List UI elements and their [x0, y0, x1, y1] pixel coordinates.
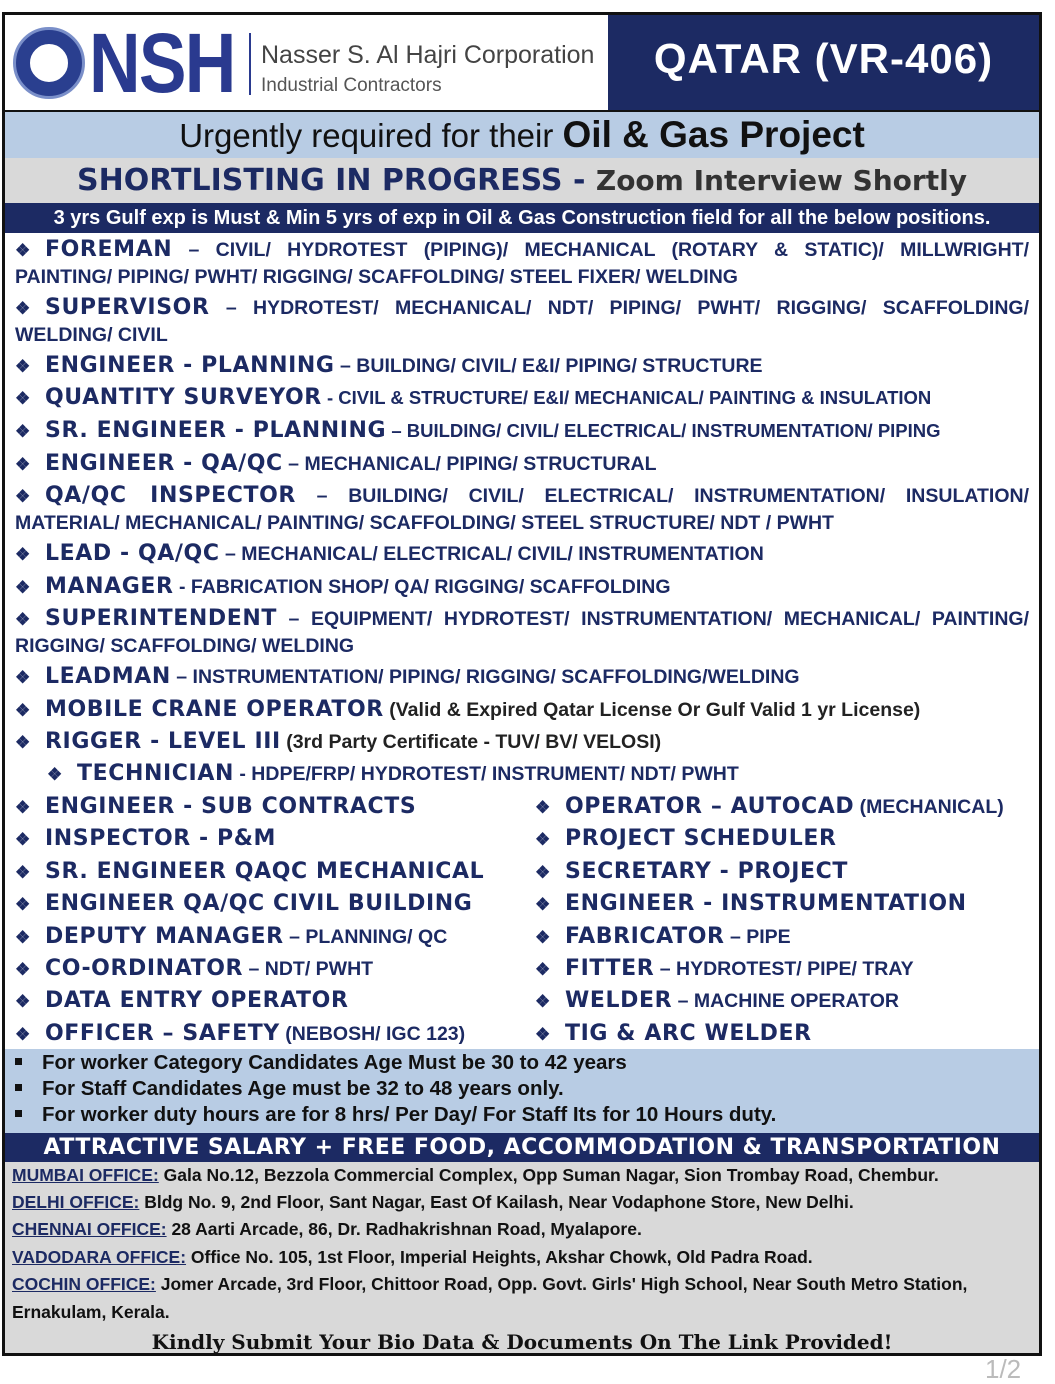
position-title: TIG & ARC WELDER: [565, 1021, 812, 1046]
note-item: [15, 1076, 564, 1102]
position-item: [15, 664, 1029, 691]
position-detail: – HYDROTEST/ PIPE/ TRAY: [654, 958, 914, 980]
position-title: ENGINEER - QA/QC: [45, 451, 283, 476]
diamond-bullet-icon: ❖: [15, 733, 31, 752]
note-item: [15, 1050, 627, 1076]
diamond-bullet-icon: ❖: [15, 610, 31, 629]
right-col-item: [535, 924, 1035, 951]
position-detail: – PLANNING/ QC: [283, 926, 448, 948]
position-title: WELDER: [565, 988, 673, 1013]
headline-prefix: Urgently required for their: [179, 117, 563, 154]
position-detail: (3rd Party Certificate - TUV/ BV/ VELOSI): [280, 731, 662, 753]
position-title: FABRICATOR: [565, 924, 725, 949]
position-item: [15, 697, 1029, 724]
diamond-bullet-icon: ❖: [15, 357, 31, 376]
diamond-bullet-icon: ❖: [535, 798, 551, 817]
position-title: QA/QC INSPECTOR: [45, 483, 296, 508]
office-address: Gala No.12, Bezzola Commercial Complex, Opp Suman Nagar, Sion Trombay Road, Chembur.: [158, 1165, 939, 1185]
position-item: [15, 237, 1029, 290]
diamond-bullet-icon: ❖: [15, 960, 31, 979]
square-bullet-icon: [15, 1084, 22, 1091]
office-line-continuation: Ernakulam, Kerala.: [12, 1302, 170, 1322]
company-subtitle: Industrial Contractors: [261, 75, 442, 96]
office-line: [12, 1162, 1036, 1189]
left-col-item: [15, 1021, 515, 1048]
diamond-bullet-icon: ❖: [535, 895, 551, 914]
right-col-item: [535, 794, 1035, 821]
left-col-item: [15, 891, 515, 918]
position-title: MOBILE CRANE OPERATOR: [45, 697, 384, 722]
page-number: 1/2: [985, 1354, 1022, 1384]
position-title: SR. ENGINEER QAQC MECHANICAL: [45, 859, 485, 884]
diamond-bullet-icon: ❖: [535, 960, 551, 979]
office-label: COCHIN OFFICE:: [12, 1274, 156, 1294]
position-item: [15, 541, 1029, 568]
diamond-bullet-icon: ❖: [535, 992, 551, 1011]
position-title: RIGGER - LEVEL III: [45, 729, 281, 754]
header: [5, 15, 1039, 110]
company-emblem-icon: [13, 27, 85, 99]
office-line: [12, 1271, 1036, 1298]
office-line: [12, 1244, 1036, 1271]
position-detail: – NDT/ PWHT: [243, 958, 374, 980]
diamond-bullet-icon: ❖: [15, 701, 31, 720]
position-title: FITTER: [565, 956, 655, 981]
office-label: CHENNAI OFFICE:: [12, 1219, 167, 1239]
position-title: SUPERVISOR: [45, 295, 210, 320]
diamond-bullet-icon: ❖: [15, 895, 31, 914]
diamond-bullet-icon: ❖: [15, 992, 31, 1011]
diamond-bullet-icon: ❖: [15, 545, 31, 564]
office-line: [12, 1216, 1036, 1243]
left-col-item: [15, 956, 515, 983]
position-item: [15, 574, 1029, 601]
office-label: VADODARA OFFICE:: [12, 1247, 187, 1267]
diamond-bullet-icon: ❖: [535, 863, 551, 882]
position-title: SECRETARY - PROJECT: [565, 859, 848, 884]
position-title: DEPUTY MANAGER: [45, 924, 284, 949]
diamond-bullet-icon: ❖: [15, 798, 31, 817]
position-title: TECHNICIAN: [77, 761, 234, 786]
left-col-item: [15, 988, 515, 1015]
right-col-item: [535, 859, 1035, 886]
diamond-bullet-icon: ❖: [15, 299, 31, 318]
diamond-bullet-icon: ❖: [15, 422, 31, 441]
right-col-item: [535, 1021, 1035, 1048]
position-item: [15, 729, 1029, 756]
right-col-item: [535, 956, 1035, 983]
right-col-item: [535, 891, 1035, 918]
position-detail: – MECHANICAL/ PIPING/ STRUCTURAL: [282, 453, 657, 475]
headline-project: Oil & Gas Project: [562, 114, 865, 155]
office-line: [12, 1189, 1036, 1216]
diamond-bullet-icon: ❖: [15, 487, 31, 506]
requirement-band: 3 yrs Gulf exp is Must & Min 5 yrs of exp in Oil & Gas Construction field for all the below positions.: [5, 203, 1039, 233]
diamond-bullet-icon: ❖: [15, 241, 31, 260]
age-notes: [5, 1049, 1039, 1133]
position-detail: (NEBOSH/ IGC 123): [279, 1023, 466, 1045]
position-detail: – CIVIL/ HYDROTEST (PIPING)/ MECHANICAL (ROTARY & STATIC)/ MILLWRIGHT/ PAINTING/ PIPING/ PWHT/ RIGGING/ SCAFFOLDING/ STEEL FIXER/ WELDING: [15, 239, 1029, 288]
office-label: MUMBAI OFFICE:: [12, 1165, 159, 1185]
position-detail: – INSTRUMENTATION/ PIPING/ RIGGING/ SCAFFOLDING/WELDING: [170, 666, 800, 688]
diamond-bullet-icon: ❖: [15, 455, 31, 474]
position-title: OPERATOR – AUTOCAD: [565, 794, 855, 819]
position-detail: - FABRICATION SHOP/ QA/ RIGGING/ SCAFFOLDING: [173, 576, 671, 598]
position-detail: – BUILDING/ CIVIL/ ELECTRICAL/ INSTRUMENTATION/ INSULATION/ MATERIAL/ MECHANICAL/ PAINTING/ SCAFFOLDING/ STEEL STRUCTURE/ NDT / PWHT: [15, 485, 1029, 534]
submit-instruction: Kindly Submit Your Bio Data & Documents On The Link Provided!: [151, 1330, 893, 1354]
square-bullet-icon: [15, 1058, 22, 1065]
position-item: [15, 353, 1029, 380]
status-band: [5, 158, 1039, 203]
position-detail: – MACHINE OPERATOR: [672, 990, 899, 1012]
position-item: [15, 295, 1029, 348]
position-title: FOREMAN: [45, 237, 173, 262]
position-detail: – PIPE: [724, 926, 791, 948]
diamond-bullet-icon: ❖: [535, 1025, 551, 1044]
diamond-bullet-icon: ❖: [15, 389, 31, 408]
left-col-item: [15, 794, 515, 821]
note-text: For Staff Candidates Age must be 32 to 48 years only.: [42, 1077, 564, 1100]
office-address: 28 Aarti Arcade, 86, Dr. Radhakrishnan Road, Myalapore.: [166, 1219, 642, 1239]
left-col-item: [15, 924, 515, 951]
position-item: [15, 451, 1029, 478]
diamond-bullet-icon: ❖: [15, 578, 31, 597]
diamond-bullet-icon: ❖: [15, 928, 31, 947]
position-item: [15, 385, 1029, 412]
note-text: For worker Category Candidates Age Must be 30 to 42 years: [42, 1051, 627, 1074]
position-title: SUPERINTENDENT: [45, 606, 277, 631]
square-bullet-icon: [15, 1110, 22, 1117]
left-col-item: [15, 826, 515, 853]
diamond-bullet-icon: ❖: [15, 830, 31, 849]
position-title: ENGINEER - INSTRUMENTATION: [565, 891, 967, 916]
right-col-item: [535, 826, 1035, 853]
position-detail: – MECHANICAL/ ELECTRICAL/ CIVIL/ INSTRUMENTATION: [219, 543, 764, 565]
diamond-bullet-icon: ❖: [15, 863, 31, 882]
position-item: [15, 483, 1029, 536]
position-detail: (Valid & Expired Qatar License Or Gulf Valid 1 yr License): [383, 699, 921, 721]
position-title: ENGINEER - SUB CONTRACTS: [45, 794, 417, 819]
status-sub: Zoom Interview Shortly: [595, 164, 967, 197]
position-title: PROJECT SCHEDULER: [565, 826, 837, 851]
position-title: QUANTITY SURVEYOR: [45, 385, 322, 410]
position-detail: – EQUIPMENT/ HYDROTEST/ INSTRUMENTATION/ MECHANICAL/ PAINTING/ RIGGING/ SCAFFOLDING/ WELDING: [15, 608, 1029, 657]
diamond-bullet-icon: ❖: [15, 668, 31, 687]
position-item: [15, 418, 1029, 445]
office-address: Jomer Arcade, 3rd Floor, Chittoor Road, Opp. Govt. Girls' High School, Near South Metro Station,: [155, 1274, 968, 1294]
position-title: INSPECTOR - P&M: [45, 826, 277, 851]
office-address: Bldg No. 9, 2nd Floor, Sant Nagar, East Of Kailash, Near Vodaphone Store, New Delhi.: [139, 1192, 854, 1212]
salary-banner: ATTRACTIVE SALARY + FREE FOOD, ACCOMMODATION & TRANSPORTATION: [5, 1133, 1039, 1162]
position-title: OFFICER – SAFETY: [45, 1021, 280, 1046]
position-title: ENGINEER - PLANNING: [45, 353, 335, 378]
left-col-item: [15, 859, 515, 886]
position-title: ENGINEER QA/QC CIVIL BUILDING: [45, 891, 473, 916]
position-item: [15, 606, 1029, 659]
logo-divider: [249, 33, 251, 95]
position-detail: - HDPE/FRP/ HYDROTEST/ INSTRUMENT/ NDT/ PWHT: [233, 763, 739, 785]
position-title: SR. ENGINEER - PLANNING: [45, 418, 387, 443]
position-detail: – HYDROTEST/ MECHANICAL/ NDT/ PIPING/ PWHT/ RIGGING/ SCAFFOLDING/ WELDING/ CIVIL: [15, 297, 1029, 346]
status-separator: -: [562, 163, 596, 198]
company-logo-text: NSH: [89, 16, 235, 110]
location-banner: QATAR (VR-406): [608, 15, 1039, 110]
position-detail: (MECHANICAL): [854, 796, 1004, 818]
position-title: DATA ENTRY OPERATOR: [45, 988, 349, 1013]
status-main: SHORTLISTING IN PROGRESS: [77, 163, 563, 198]
position-title: LEAD - QA/QC: [45, 541, 220, 566]
job-poster: [2, 12, 1042, 1356]
position-title: CO-ORDINATOR: [45, 956, 244, 981]
headline-band: [5, 110, 1039, 160]
diamond-bullet-icon: ❖: [47, 765, 63, 784]
position-item: [47, 761, 1029, 788]
position-detail: - CIVIL & STRUCTURE/ E&I/ MECHANICAL/ PAINTING & INSULATION: [321, 387, 932, 408]
diamond-bullet-icon: ❖: [535, 830, 551, 849]
note-text: For worker duty hours are for 8 hrs/ Per Day/ For Staff Its for 10 Hours duty.: [42, 1103, 777, 1126]
office-label: DELHI OFFICE:: [12, 1192, 140, 1212]
diamond-bullet-icon: ❖: [15, 1025, 31, 1044]
offices-section: [5, 1162, 1039, 1353]
position-title: LEADMAN: [45, 664, 171, 689]
company-name: Nasser S. Al Hajri Corporation: [261, 41, 595, 69]
office-address: Office No. 105, 1st Floor, Imperial Heights, Akshar Chowk, Old Padra Road.: [186, 1247, 813, 1267]
right-col-item: [535, 988, 1035, 1015]
note-item: [15, 1102, 776, 1128]
position-detail: – BUILDING/ CIVIL/ ELECTRICAL/ INSTRUMENTATION/ PIPING: [386, 420, 941, 441]
diamond-bullet-icon: ❖: [535, 928, 551, 947]
position-title: MANAGER: [45, 574, 174, 599]
position-detail: – BUILDING/ CIVIL/ E&I/ PIPING/ STRUCTURE: [334, 355, 763, 377]
